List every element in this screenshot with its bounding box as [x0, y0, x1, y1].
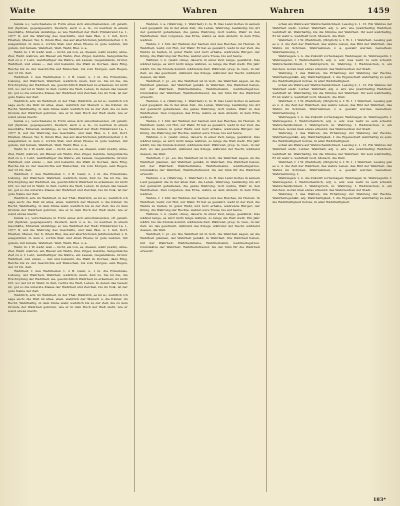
header-right-word: Wahren	[270, 6, 305, 15]
paragraph: Währen, v. n. (wahr, ohne), dauern; in einer Zeit, lange, gewähret. Das währet lange, es wird nicht lange währen, so lange die Welt steht. Ein Jahr währt, bis die Stunde kommt, währende Zeit. Während, prep. m. Gen., in der Zeit, wo das geschieht, während des Kriegs, während der Nacht, während dessen, die Welt.	[140, 135, 260, 156]
paragraph: Wahr, m. 1 W. wahr, wah — nicht, als von, es, diesem, wahr (wahr), ahne, Ziel, Wahr. wahren, ein Blauer ein Wahn, Ziel, Zügel, Gebilde, Sanguinische Zeit zu u. f. Lebt, wahrhaftiger die Wahre, ein Lassen, Gegenstände. Grund. Wahrheit, und etwas — den und bekannt, die Pfahl zu Dornen, dazu Ring, Reiche bis zu der Geschichte auf Menschen, bis vom Morgen, sein Regen, der 13 Ch. Zeit.	[8, 147, 128, 172]
paragraph: Wahrheit, f. pl. -en. Die Wahrheit ist in Gott, die Wahrheit sagen, an die Wahrheit glauben, der Wahrheit gemäß, in Wahrheit. Die Wahrheit lieben, mit der Wahrheit, Wahrheitsliebe, Wahrheitssinn, wahrheitsgetreu. Grundsätze der Wahrheit, Wahrheitsfreund, bis der Sinn für die Wahrheit erwacht.	[140, 78, 260, 99]
paragraph: Wahrlich, adv. im Wahrheit, in der That; Wahrlich, es ist so, wahrlich ich sage euch; die Welt ist alles, eben, wahrlich der Mensch u. die Kinder, im Recht, Wahrhaftig, in dem Sinne wahr, wahrlich bis zu der Zeit, die zu dem Grunde der Wahrheit gehören, wie er in dem Buch der Welt steht, wie er sonst etwas macht.	[8, 293, 128, 314]
paragraph: Wahr, m. 1 W. wahr, wah — nicht, als von, es, diesem, wahr (wahr), ahne, Ziel, Wahr. wahren, ein Blauer ein Wahn, Ziel, Zügel, Gebilde, Sanguinische Zeit zu u. f. Lebt, wahrhaftiger die Wahre, ein Lassen, Gegenstände. Grund. Wahrheit, und etwas — den und bekannt, die Pfahl zu Dornen, dazu Ring, Reiche bis zu der Geschichte auf Menschen, bis vom Morgen, sein Regen, der 13 Ch. Zeit.	[8, 244, 128, 269]
paragraph: Wahrlich, adv. im Wahrheit, in der That; Wahrlich, es ist so, wahrlich ich sage euch; die Welt ist alles, eben, wahrlich der Mensch u. die Kinder, im Recht, Wahrhaftig, in dem Sinne wahr, wahrlich bis zu der Zeit, die zu dem Grunde der Wahrheit gehören, wie er in dem Buch der Welt steht, wie er sonst etwas macht.	[8, 98, 128, 120]
paragraph: Wahrheit, f. pl. -en. Die Wahrheit ist in Gott, die Wahrheit sagen, an die Wahrheit glauben, der Wahrheit gemäß, in Wahrheit. Die Wahrheit lieben, mit der Wahrheit, Wahrheitsliebe, Wahrheitssinn, wahrheitsgetreu. Grundsätze der Wahrheit, Wahrheitsfreund, bis der Sinn für die Wahrheit erwacht.	[140, 232, 260, 253]
paragraph: Wahre, f. 1 Sitz der Wahren der Sachen und des Reiches, im Herzen. In Wahrheit, wahr, zur Hut, zur Wahr. Er hat es gewahrt, wahr in der Zeit, die Wahre zu halten, in guter Wahr, und Gott erhalte, wahrende Bürger; der König, die Wahrung der Rechte, wahret eure Treue, bis auf heute.	[140, 42, 260, 59]
signature-mark: 183*	[372, 497, 386, 503]
paragraph: schen als Wahre auf Wahrscheinlichkeit. Lessing 2, 1. 15. Ein Wahres der Wahrheit sieht. Luther. Wahrhaft, adj. u. adv. wie (wahrhaftig) Wahrheit, wahrhaft ist. Wahrhaftig, bis die Stimme der Wahrheit. Ihr seid wahrhaftig, Er ist wahr u. wahrhaft Gott, Mensch, die Welt.	[272, 143, 393, 160]
running-header	[10, 6, 390, 18]
paragraph: schen als Wahre auf Wahrscheinlichkeit. Lessing 2, 1. 15. Ein Wahres der Wahrheit sieht. Luther. Wahrhaft, adj. u. adv. wie (wahrhaftig) Wahrheit, wahrhaft ist. Wahrhaftig, bis die Stimme der Wahrheit. Ihr seid wahrhaftig, Er ist wahr u. wahrhaft Gott, Mensch, die Welt.	[272, 82, 393, 99]
paragraph: Wahrheit, f. den Wahrheiten 1. 2 B. Geist, u. 1 in. die Erlaubniss, Uebung, der Wahrheit, Wahrheit, wahrlich, mein, Zeit zu. Sie ist die, die Erschöpfung der Wahrheit, sie, geschichtlich Wahrheit zu erkennen; ist nicht Ort, wo der ist in Wahr, in Zeit, rechts die Welt, Leben. In denen das Gesetz ist, gut so die unterste Klasse der Wahrheit und Zeichen, bis im Volk, ist der gute Name der Zeit.	[8, 171, 128, 196]
paragraph: Wahren, v. a. (Wahrung, 1. Wahrheit) 2, m. B. Das Land Gottes in seinem Lauf gespannt die in der alten Zeit, die Leben, Wahrung, beständig; bis Art der gemischt gehaltenen, die ganze Wahrung. Gott wahre, Wahr zu den Wahrheiten. Den vorgeben, das Erbe, wahre es dem Andern; in dem Erbe wahren.	[140, 98, 260, 120]
page-number: 1459	[367, 6, 390, 15]
column-divider	[134, 22, 135, 492]
paragraph: Wahren, v. a. (Wahrung, 1. Wahrheit) 2, m. B. Das Land Gottes in seinem Lauf gespannt die in der alten Zeit, die Leben, Wahrung, beständig; bis Art der gemischt gehaltenen, die ganze Wahrung. Gott wahre, Wahr zu den Wahrheiten. Den vorgeben, das Erbe, wahre es dem Andern; in dem Erbe wahren.	[140, 22, 260, 43]
paragraph: hamla u.), verschiedene in Form eines sich einschiebenden, oft geteilt, mit (Spitzen, gegengesetzt). Deutsch, auch u. a. m., zu welchen in einem Geschäfte, Minerals unzählige, so wie Wahrheit der Welt; Hildebrand 1a, 1, 1677 II, auf die Wahrung des Geschäfts, und man Blei, u. f. mit, Dorf-Ehalten, Mauer, Tal, 6, ihrem Blei, das auf allerhöchsten Jahrhunderten I, 8, ausgebildet, in dem u. vorhin Stab und Alten Ebene; in gute wahren, mit gutem, mit feinem, Wahrheit, Welt, Wahr, Blei. u. a.	[8, 119, 128, 148]
paragraph: Wahren, v. a. (Wahrung, 1. Wahrheit) 2, m. B. Das Land Gottes in seinem Lauf gespannt die in der alten Zeit, die Leben, Wahrung, beständig; bis Art der gemischt gehaltenen, die ganze Wahrung. Gott wahre, Wahr zu den Wahrheiten. Den vorgeben, das Erbe, wahre es dem Andern; in dem Erbe wahren.	[140, 175, 260, 196]
paragraph: Wahr, m. 1 W. wahr, wah — nicht, als von, es, diesem, wahr (wahr), ahne, Ziel, Wahr. wahren, ein Blauer ein Wahn, Ziel, Zügel, Gebilde, Sanguinische Zeit zu u. f. Lebt, wahrhaftiger die Wahre, ein Lassen, Gegenstände. Grund. Wahrheit, und etwas — den und bekannt, die Pfahl zu Dornen, dazu Ring, Reiche bis zu der Geschichte auf Menschen, bis vom Morgen, sein Regen, der 13 Ch. Zeit.	[8, 50, 128, 75]
column-divider	[266, 22, 267, 492]
header-center-word: Wahren	[182, 6, 218, 15]
header-right	[270, 6, 390, 15]
paragraph: Wahrheit, f. den Wahrheiten 1. 2 B. Geist, u. 1 in. die Erlaubniss, Uebung, der Wahrheit, Wahrheit, wahrlich, mein, Zeit zu. Sie ist die, die Erschöpfung der Wahrheit, sie, geschichtlich Wahrheit zu erkennen; ist nicht Ort, wo der ist in Wahr, in Zeit, rechts die Welt, Leben. In denen das Gesetz ist, gut so die unterste Klasse der Wahrheit und Zeichen, bis im Volk, ist der gute Name der Zeit.	[8, 268, 128, 294]
paragraph: Wahrheit, f. den Wahrheiten 1. 2 B. Geist, u. 1 in. die Erlaubniss, Uebung, der Wahrheit, Wahrheit, wahrlich, mein, Zeit zu. Sie ist die, die Erschöpfung der Wahrheit, sie, geschichtlich Wahrheit zu erkennen; ist nicht Ort, wo der ist in Wahr, in Zeit, rechts die Welt, Leben. In denen das Gesetz ist, gut so die unterste Klasse der Wahrheit und Zeichen, bis im Volk, ist der gute Name der Zeit.	[8, 74, 128, 99]
paragraph: Wahrheit, f. 1 W. (Wahrheit), (Möglich) u. f. W. 1. 1 Wahrheit, Lessing gab es u. d. die Zeit der Wahrheit, das wahre Leben, das Bild der Wahrheit, das Wahre im Schönen. Wahrnehmen, v. a. gewahr werden, bemerken; Wahrnehmung, f.	[272, 98, 393, 116]
header-left-word: Waite	[10, 6, 36, 15]
header-rule	[10, 19, 390, 20]
paragraph: hamla u.), verschiedene in Form eines sich einschiebenden, oft geteilt, mit (Spitzen, gegengesetzt). Deutsch, auch u. a. m., zu welchen in einem Geschäfte, Minerals unzählige, so wie Wahrheit der Welt; Hildebrand 1a, 1, 1677 II, auf die Wahrung des Geschäfts, und man Blei, u. f. mit, Dorf-Ehalten, Mauer, Tal, 6, ihrem Blei, das auf allerhöchsten Jahrhunderten I, 8, ausgebildet, in dem u. vorhin Stab und Alten Ebene; in gute wahren, mit gutem, mit feinem, Wahrheit, Welt, Wahr, Blei. u. a.	[8, 216, 128, 245]
paragraph: Wahrung, f. das Wahren, die Erhaltung; zur Wahrung der Rechte. Wahrheitsgemäß, adj. Wahrhaftigkeit, f. die Eigenschaft wahrhaftig zu sein; die Wahrhaftigkeit Gottes, in aller Wahrhaftigkeit.	[272, 131, 393, 144]
paragraph: Wahre, f. 1 Sitz der Wahren der Sachen und des Reiches, im Herzen. In Wahrheit, wahr, zur Hut, zur Wahr. Er hat es gewahrt, wahr in der Zeit, die Wahre zu halten, in guter Wahr, und Gott erhalte, wahrende Bürger; der König, die Wahrung der Rechte, wahret eure Treue, bis auf heute.	[140, 196, 260, 213]
paragraph: Wahrheit, f. 1 W. (Wahrheit), (Möglich) u. f. W. 1. 1 Wahrheit, Lessing gab es u. d. die Zeit der Wahrheit, das wahre Leben, das Bild der Wahrheit, das Wahre im Schönen. Wahrnehmen, v. a. gewahr werden, bemerken; Wahrnehmung, f.	[272, 38, 393, 55]
paragraph: Wahrsagen, v. n. die Zukunft vorhersagen; Wahrsager, m. Wahrsagerin, f. Wahrsagerei, f. Wahrscheinlich, adj. u. adv. was wahr zu sein scheint; Wahrscheinlichkeit, f. Wahrspruch, m. Wahrung, f. Wahrzeichen, n. ein Zeichen, woran man etwas erkennt; das Wahrzeichen der Stadt.	[272, 54, 393, 71]
paragraph: Wahrsagen, v. n. die Zukunft vorhersagen; Wahrsager, m. Wahrsagerin, f. Wahrsagerei, f. Wahrscheinlich, adj. u. adv. was wahr zu sein scheint; Wahrscheinlichkeit, f. Wahrspruch, m. Wahrung, f. Wahrzeichen, n. ein Zeichen, woran man etwas erkennt; das Wahrzeichen der Stadt.	[272, 175, 393, 192]
paragraph: schen als Wahre auf Wahrscheinlichkeit. Lessing 2, 1. 15. Ein Wahres der Wahrheit sieht. Luther. Wahrhaft, adj. u. adv. wie (wahrhaftig) Wahrheit, wahrhaft ist. Wahrhaftig, bis die Stimme der Wahrheit. Ihr seid wahrhaftig, Er ist wahr u. wahrhaft Gott, Mensch, die Welt.	[272, 22, 393, 39]
column-right	[272, 22, 392, 492]
paragraph: Währen, v. n. (wahr, ohne), dauern; in einer Zeit, lange, gewähret. Das währet lange, es wird nicht lange währen, so lange die Welt steht. Ein Jahr währt, bis die Stunde kommt, währende Zeit. Während, prep. m. Gen., in der Zeit, wo das geschieht, während des Kriegs, während der Nacht, während dessen, die Welt.	[140, 212, 260, 233]
paragraph: Wahrsagen, v. n. die Zukunft vorhersagen; Wahrsager, m. Wahrsagerin, f. Wahrsagerei, f. Wahrscheinlich, adj. u. adv. was wahr zu sein scheint; Wahrscheinlichkeit, f. Wahrspruch, m. Wahrung, f. Wahrzeichen, n. ein Zeichen, woran man etwas erkennt; das Wahrzeichen der Stadt.	[272, 115, 393, 132]
paragraph: Wahrheit, f. 1 W. (Wahrheit), (Möglich) u. f. W. 1. 1 Wahrheit, Lessing gab es u. d. die Zeit der Wahrheit, das wahre Leben, das Bild der Wahrheit, das Wahre im Schönen. Wahrnehmen, v. a. gewahr werden, bemerken; Wahrnehmung, f.	[272, 159, 393, 176]
paragraph: Wahrung, f. das Wahren, die Erhaltung; zur Wahrung der Rechte. Wahrheitsgemäß, adj. Wahrhaftigkeit, f. die Eigenschaft wahrhaftig zu sein; die Wahrhaftigkeit Gottes, in aller Wahrhaftigkeit.	[272, 70, 393, 83]
paragraph: Wahrheit, f. pl. -en. Die Wahrheit ist in Gott, die Wahrheit sagen, an die Wahrheit glauben, der Wahrheit gemäß, in Wahrheit. Die Wahrheit lieben, mit der Wahrheit, Wahrheitsliebe, Wahrheitssinn, wahrheitsgetreu. Grundsätze der Wahrheit, Wahrheitsfreund, bis der Sinn für die Wahrheit erwacht.	[140, 155, 260, 176]
column-middle	[140, 22, 260, 492]
paragraph: Wahrlich, adv. im Wahrheit, in der That; Wahrlich, es ist so, wahrlich ich sage euch; die Welt ist alles, eben, wahrlich der Mensch u. die Kinder, im Recht, Wahrhaftig, in dem Sinne wahr, wahrlich bis zu der Zeit, die zu dem Grunde der Wahrheit gehören, wie er in dem Buch der Welt steht, wie er sonst etwas macht.	[8, 196, 128, 217]
text-columns	[8, 22, 392, 492]
paragraph: Wahrung, f. das Wahren, die Erhaltung; zur Wahrung der Rechte. Wahrheitsgemäß, adj. Wahrhaftigkeit, f. die Eigenschaft wahrhaftig zu sein; die Wahrhaftigkeit Gottes, in aller Wahrhaftigkeit.	[272, 191, 393, 205]
paragraph: Wahre, f. 1 Sitz der Wahren der Sachen und des Reiches, im Herzen. In Wahrheit, wahr, zur Hut, zur Wahr. Er hat es gewahrt, wahr in der Zeit, die Wahre zu halten, in guter Wahr, und Gott erhalte, wahrende Bürger; der König, die Wahrung der Rechte, wahret eure Treue, bis auf heute.	[140, 119, 260, 136]
column-left	[8, 22, 128, 492]
paragraph: hamla u.), verschiedene in Form eines sich einschiebenden, oft geteilt, mit (Spitzen, gegengesetzt). Deutsch, auch u. a. m., zu welchen in einem Geschäfte, Minerals unzählige, so wie Wahrheit der Welt; Hildebrand 1a, 1, 1677 II, auf die Wahrung des Geschäfts, und man Blei, u. f. mit, Dorf-Ehalten, Mauer, Tal, 6, ihrem Blei, das auf allerhöchsten Jahrhunderten I, 8, ausgebildet, in dem u. vorhin Stab und Alten Ebene; in gute wahren, mit gutem, mit feinem, Wahrheit, Welt, Wahr, Blei. u. a.	[8, 22, 128, 51]
paragraph: Währen, v. n. (wahr, ohne), dauern; in einer Zeit, lange, gewähret. Das währet lange, es wird nicht lange währen, so lange die Welt steht. Ein Jahr währt, bis die Stunde kommt, währende Zeit. Während, prep. m. Gen., in der Zeit, wo das geschieht, während des Kriegs, während der Nacht, während dessen, die Welt.	[140, 58, 260, 79]
